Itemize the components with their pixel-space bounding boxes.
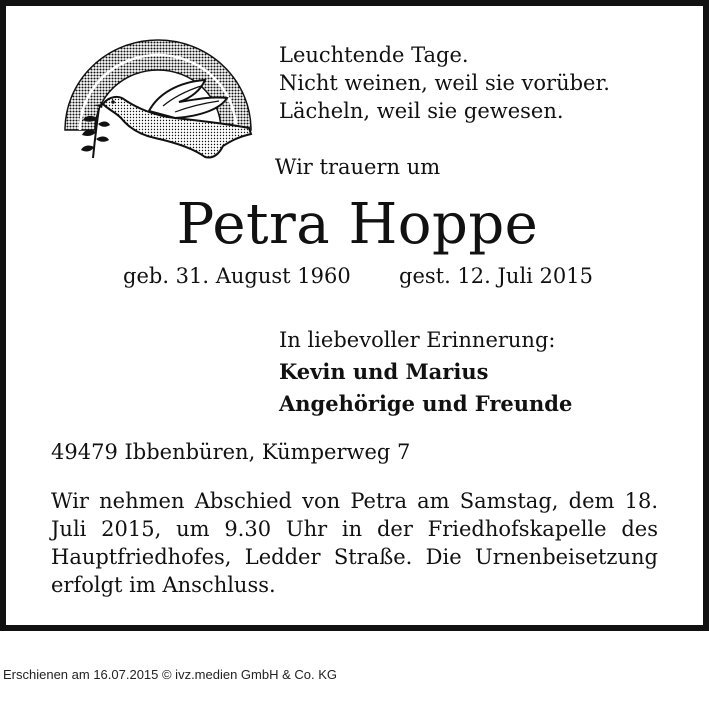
memory-intro: In liebevoller Erinnerung: (279, 328, 556, 352)
family-address: 49479 Ibbenbüren, Kümperweg 7 (51, 440, 411, 464)
quote-verse (279, 41, 610, 125)
quote-line: Nicht weinen, weil sie vorüber. (279, 71, 610, 95)
memory-block (279, 324, 572, 420)
quote-line: Leuchtende Tage. (279, 43, 469, 67)
deceased-name-heading (6, 192, 703, 257)
quote-line: Lächeln, weil sie gewesen. (279, 99, 564, 123)
farewell-paragraph: Wir nehmen Abschied von Petra am Samstag, dem 18. Juli 2015, um 9.30 Uhr in der Friedhofskapelle des Hauptfriedhofes, Ledder Straße. Die Urnenbeisetzung erfolgt im Anschluss. (51, 489, 658, 597)
mourner-line: Kevin und Marius (279, 359, 489, 384)
death-date: gest. 12. Juli 2015 (399, 264, 594, 288)
birth-date: geb. 31. August 1960 (123, 264, 351, 288)
publication-footer: Erschienen am 16.07.2015 © ivz.medien GmbH & Co. KG (3, 667, 338, 682)
deceased-name: Petra Hoppe (176, 192, 539, 257)
lead-line (6, 155, 703, 179)
mourner-line: Angehörige und Freunde (279, 391, 573, 416)
lead-text: Wir trauern um (274, 155, 441, 179)
dove-with-olive-branch-and-rainbow-icon (63, 38, 253, 163)
